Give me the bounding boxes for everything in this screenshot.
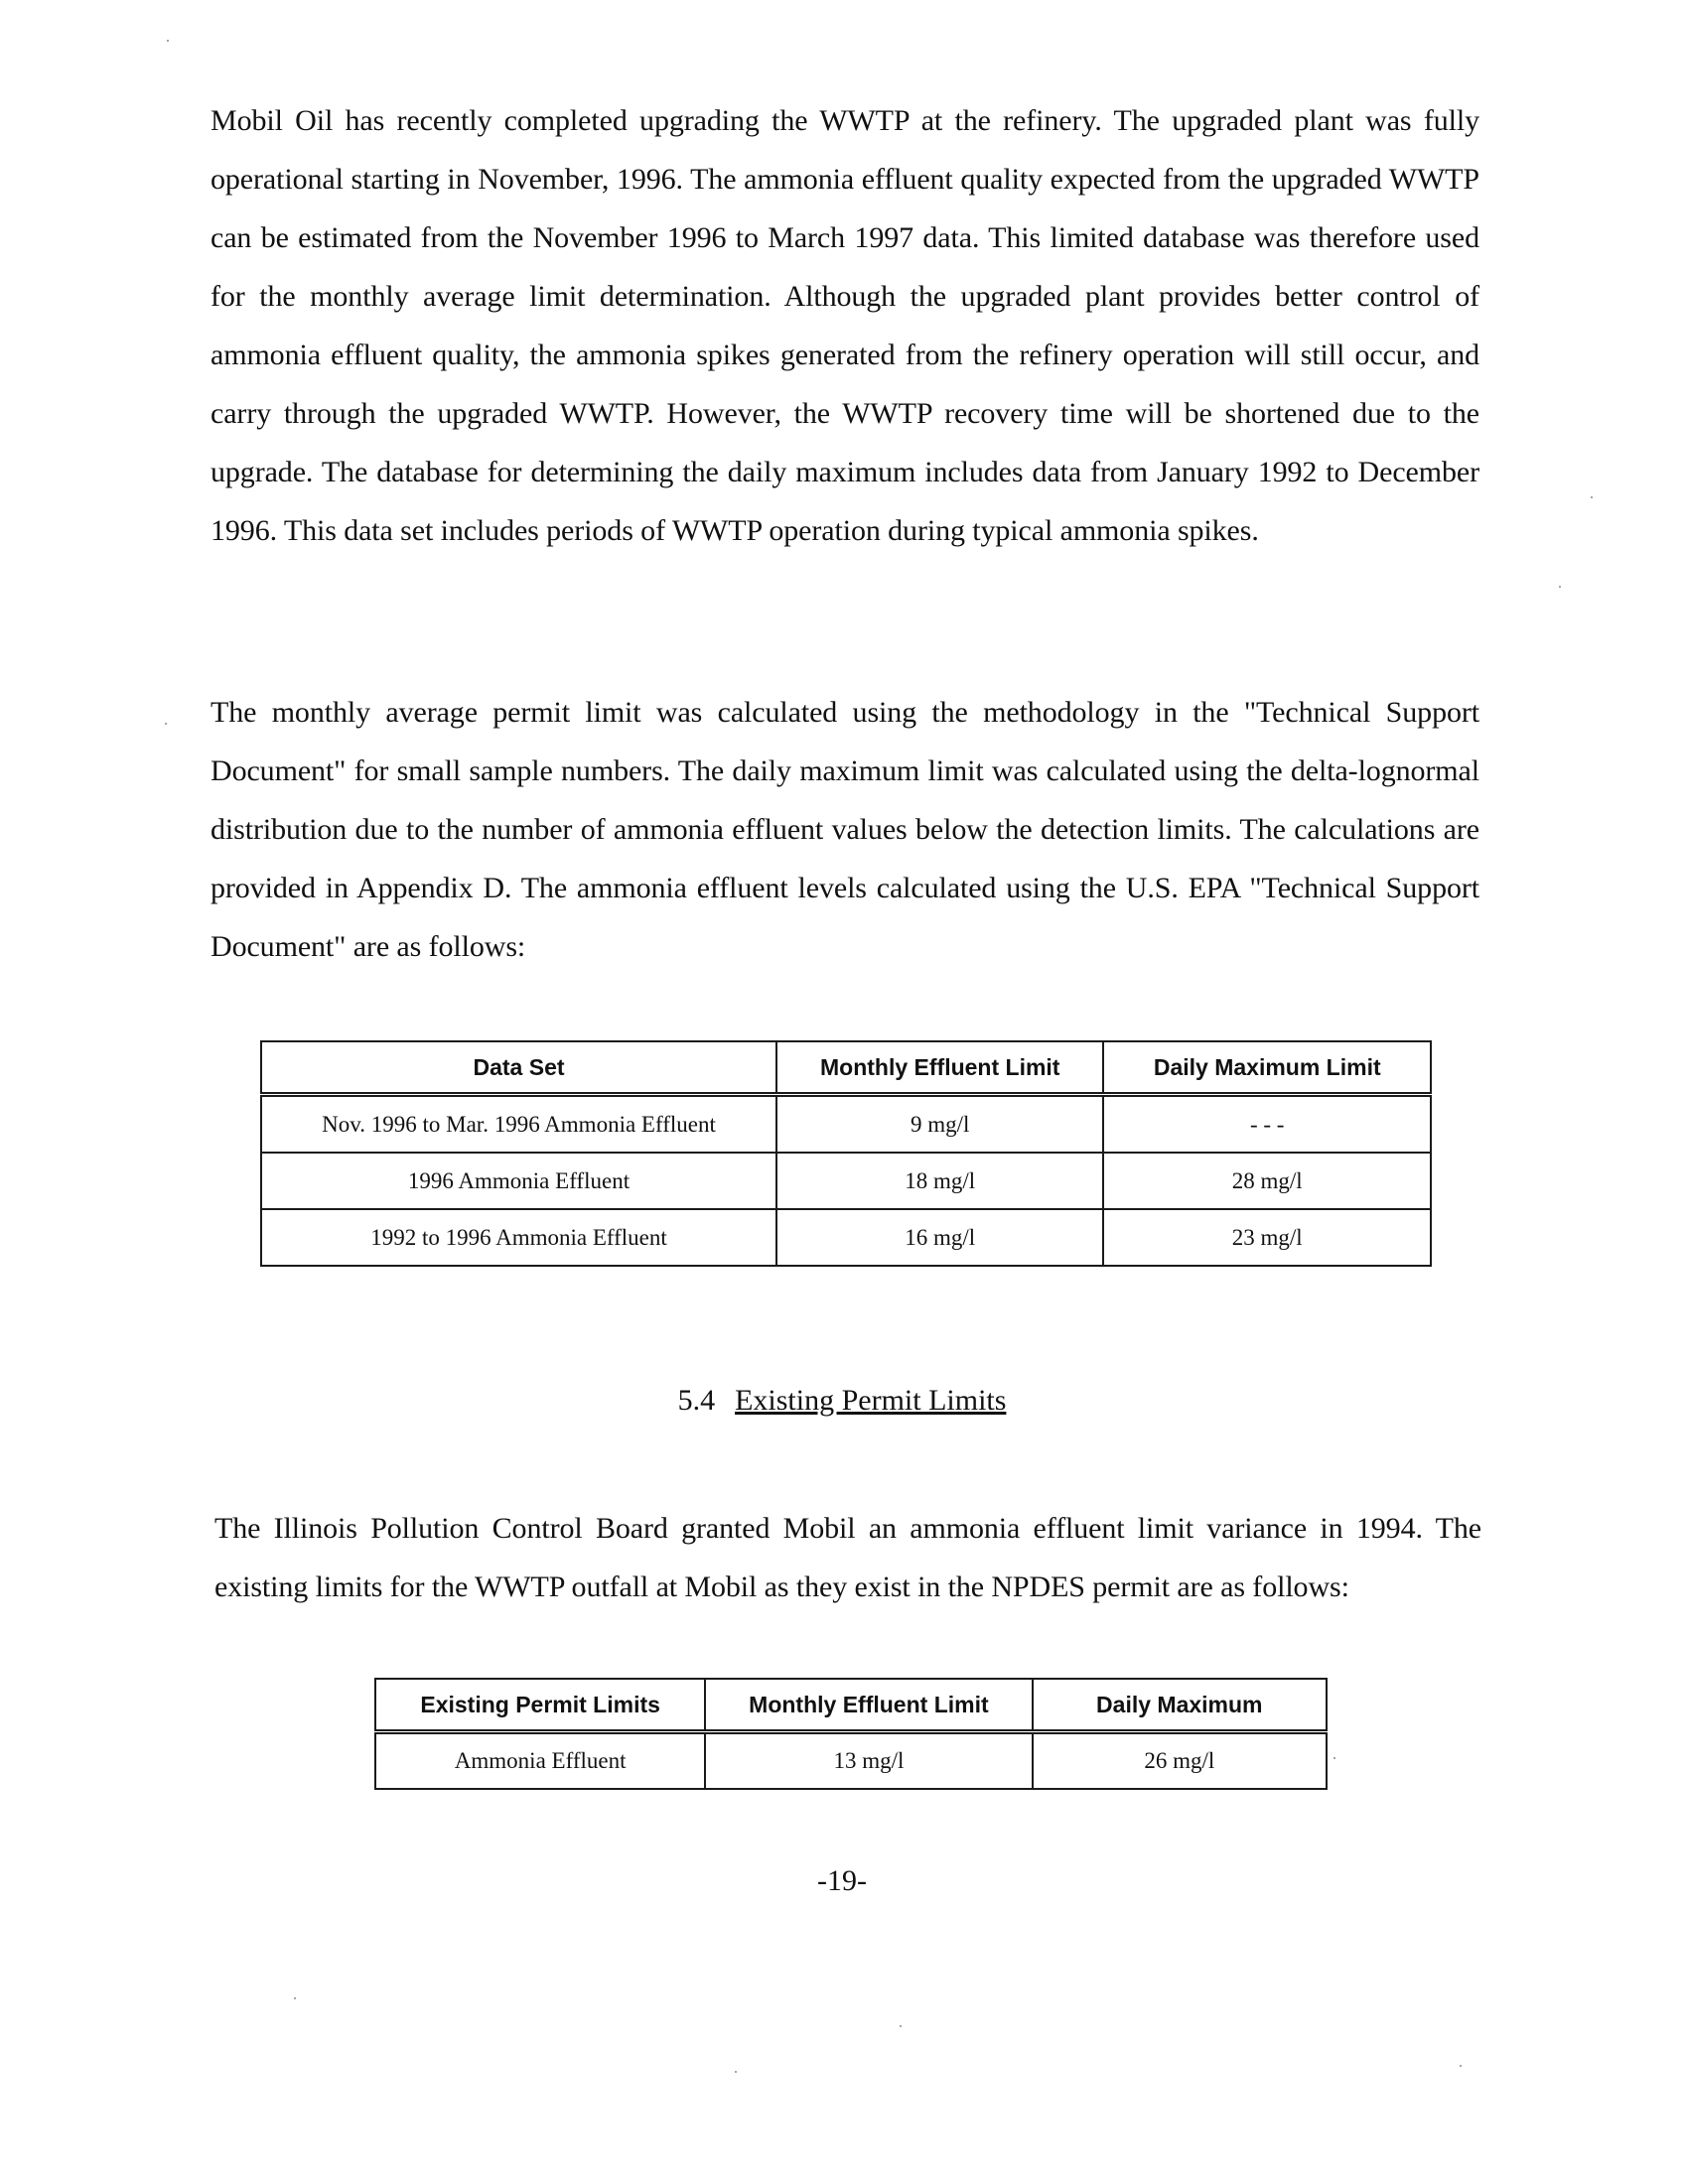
table-cell-monthly-limit: 9 mg/l	[776, 1095, 1103, 1154]
table-row	[261, 1095, 1431, 1154]
scan-speck	[900, 2025, 902, 2027]
scan-speck	[165, 723, 167, 725]
table-row	[375, 1732, 1327, 1790]
table-cell-data-set: Nov. 1996 to Mar. 1996 Ammonia Effluent	[261, 1095, 776, 1154]
column-header-daily-maximum-limit: Daily Maximum Limit	[1103, 1041, 1431, 1095]
table-cell-data-set: 1996 Ammonia Effluent	[261, 1153, 776, 1209]
scan-speck	[294, 1997, 296, 1999]
scan-speck	[1460, 2065, 1462, 2067]
table-cell-daily-maximum: 28 mg/l	[1103, 1153, 1431, 1209]
table-cell-daily-maximum: - - -	[1103, 1095, 1431, 1154]
scan-speck	[167, 40, 169, 42]
scan-speck	[1559, 586, 1561, 588]
table-cell-monthly-limit: 13 mg/l	[705, 1732, 1032, 1790]
table-cell-daily-maximum: 26 mg/l	[1033, 1732, 1327, 1790]
table-cell-data-set: 1992 to 1996 Ammonia Effluent	[261, 1209, 776, 1266]
page-number: -19-	[817, 1864, 867, 1897]
column-header-data-set: Data Set	[261, 1041, 776, 1095]
column-header-existing-permit-limits: Existing Permit Limits	[375, 1679, 705, 1732]
table-header-row	[375, 1679, 1327, 1732]
table-cell-monthly-limit: 18 mg/l	[776, 1153, 1103, 1209]
paragraph-wwtp-upgrade: Mobil Oil has recently completed upgrading the WWTP at the refinery. The upgraded plant was fully operational starting in November, 1996. The ammonia effluent quality expected from the upgraded WWTP can be estimated from the November 1996 to March 1997 data. This limited database was therefore used for the monthly average limit determination. Although the upgraded plant provides better control of ammonia effluent quality, the ammonia spikes generated from the refinery operation will still occur, and carry through the upgraded WWTP. However, the WWTP recovery time will be shortened due to the upgrade. The database for determining the daily maximum includes data from January 1992 to December 1996. This data set includes periods of WWTP operation during typical ammonia spikes.	[210, 104, 1479, 547]
table-row	[261, 1209, 1431, 1266]
scan-speck	[1333, 1757, 1335, 1759]
paragraph-existing-limits: The Illinois Pollution Control Board granted Mobil an ammonia effluent limit variance in 1994. The existing limits for the WWTP outfall at Mobil as they exist in the NPDES permit are as follows:	[214, 1512, 1481, 1603]
existing-permit-limits-table	[374, 1678, 1328, 1790]
table-cell-daily-maximum: 23 mg/l	[1103, 1209, 1431, 1266]
table-cell-monthly-limit: 16 mg/l	[776, 1209, 1103, 1266]
section-number: 5.4	[677, 1384, 716, 1417]
table-header-row	[261, 1041, 1431, 1095]
section-title: Existing Permit Limits	[735, 1384, 1007, 1417]
column-header-daily-maximum: Daily Maximum	[1033, 1679, 1327, 1732]
ammonia-limits-table	[260, 1040, 1432, 1267]
table-row	[261, 1153, 1431, 1209]
section-heading	[0, 1384, 1684, 1418]
scan-speck	[735, 2071, 737, 2073]
scan-speck	[1591, 496, 1593, 498]
table-cell-parameter: Ammonia Effluent	[375, 1732, 705, 1790]
paragraph-methodology: The monthly average permit limit was calculated using the methodology in the "Technical Support Document" for small sample numbers. The daily maximum limit was calculated using the delta-lognormal distribution due to the number of ammonia effluent values below the detection limits. The calculations are provided in Appendix D. The ammonia effluent levels calculated using the U.S. EPA "Technical Support Document" are as follows:	[210, 696, 1479, 963]
column-header-monthly-effluent-limit: Monthly Effluent Limit	[776, 1041, 1103, 1095]
column-header-monthly-effluent-limit: Monthly Effluent Limit	[705, 1679, 1032, 1732]
